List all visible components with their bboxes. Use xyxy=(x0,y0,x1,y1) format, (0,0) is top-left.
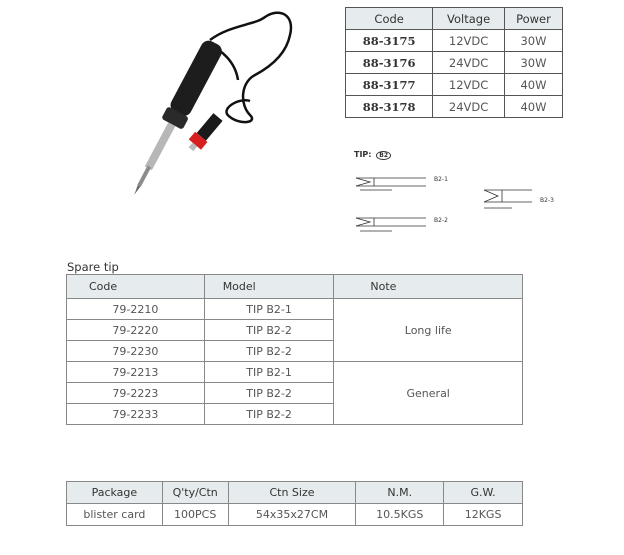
spec-code: 88-3176 xyxy=(346,52,433,74)
spec-header-power: Power xyxy=(504,8,562,30)
tip-b2-3-label: B2-3 xyxy=(540,197,554,204)
spare-tip-title: Spare tip xyxy=(67,260,119,274)
pkg-header-package: Package xyxy=(67,482,163,504)
soldering-iron-image xyxy=(90,5,310,230)
tip-label-text: TIP: xyxy=(354,150,372,159)
spec-voltage: 12VDC xyxy=(433,30,505,52)
spec-power: 30W xyxy=(504,52,562,74)
spec-power: 30W xyxy=(504,30,562,52)
pkg-gw: 12KGS xyxy=(444,504,523,526)
spec-voltage: 24VDC xyxy=(433,96,505,118)
spare-code: 79-2233 xyxy=(67,404,205,425)
spare-model: TIP B2-1 xyxy=(204,362,334,383)
table-row xyxy=(67,504,523,526)
pkg-header-qty: Q'ty/Ctn xyxy=(162,482,228,504)
spec-power: 40W xyxy=(504,96,562,118)
spec-voltage: 12VDC xyxy=(433,74,505,96)
spec-voltage: 24VDC xyxy=(433,52,505,74)
spec-power: 40W xyxy=(504,74,562,96)
table-row xyxy=(346,74,563,96)
spec-header-code: Code xyxy=(346,8,433,30)
spare-note-general: General xyxy=(334,362,523,425)
spare-header-model: Model xyxy=(204,275,334,299)
spare-code: 79-2210 xyxy=(67,299,205,320)
spare-model: TIP B2-1 xyxy=(204,299,334,320)
tip-diagram xyxy=(352,168,562,238)
spare-model: TIP B2-2 xyxy=(204,320,334,341)
spare-header-note: Note xyxy=(334,275,523,299)
spare-code: 79-2223 xyxy=(67,383,205,404)
spare-model: TIP B2-2 xyxy=(204,383,334,404)
spare-model: TIP B2-2 xyxy=(204,341,334,362)
spec-code: 88-3175 xyxy=(346,30,433,52)
pkg-nm: 10.5KGS xyxy=(356,504,444,526)
spare-tip-table xyxy=(66,274,523,425)
pkg-qty: 100PCS xyxy=(162,504,228,526)
pkg-ctn-size: 54x35x27CM xyxy=(228,504,356,526)
table-row xyxy=(346,96,563,118)
pkg-header-ctn-size: Ctn Size xyxy=(228,482,356,504)
spare-model: TIP B2-2 xyxy=(204,404,334,425)
pkg-package: blister card xyxy=(67,504,163,526)
tip-b2-2-label: B2-2 xyxy=(434,217,448,224)
tip-label xyxy=(354,150,391,160)
spare-code: 79-2213 xyxy=(67,362,205,383)
table-row xyxy=(346,52,563,74)
table-row xyxy=(67,299,523,320)
package-table xyxy=(66,481,523,526)
tip-badge: B2 xyxy=(376,151,391,160)
spec-code: 88-3178 xyxy=(346,96,433,118)
pkg-header-nm: N.M. xyxy=(356,482,444,504)
spare-code: 79-2230 xyxy=(67,341,205,362)
spare-note-long-life: Long life xyxy=(334,299,523,362)
spare-code: 79-2220 xyxy=(67,320,205,341)
table-row xyxy=(67,362,523,383)
spec-code: 88-3177 xyxy=(346,74,433,96)
spare-header-code: Code xyxy=(67,275,205,299)
tip-b2-1-label: B2-1 xyxy=(434,176,448,183)
spec-table xyxy=(345,7,563,118)
table-row xyxy=(346,30,563,52)
spec-header-voltage: Voltage xyxy=(433,8,505,30)
pkg-header-gw: G.W. xyxy=(444,482,523,504)
